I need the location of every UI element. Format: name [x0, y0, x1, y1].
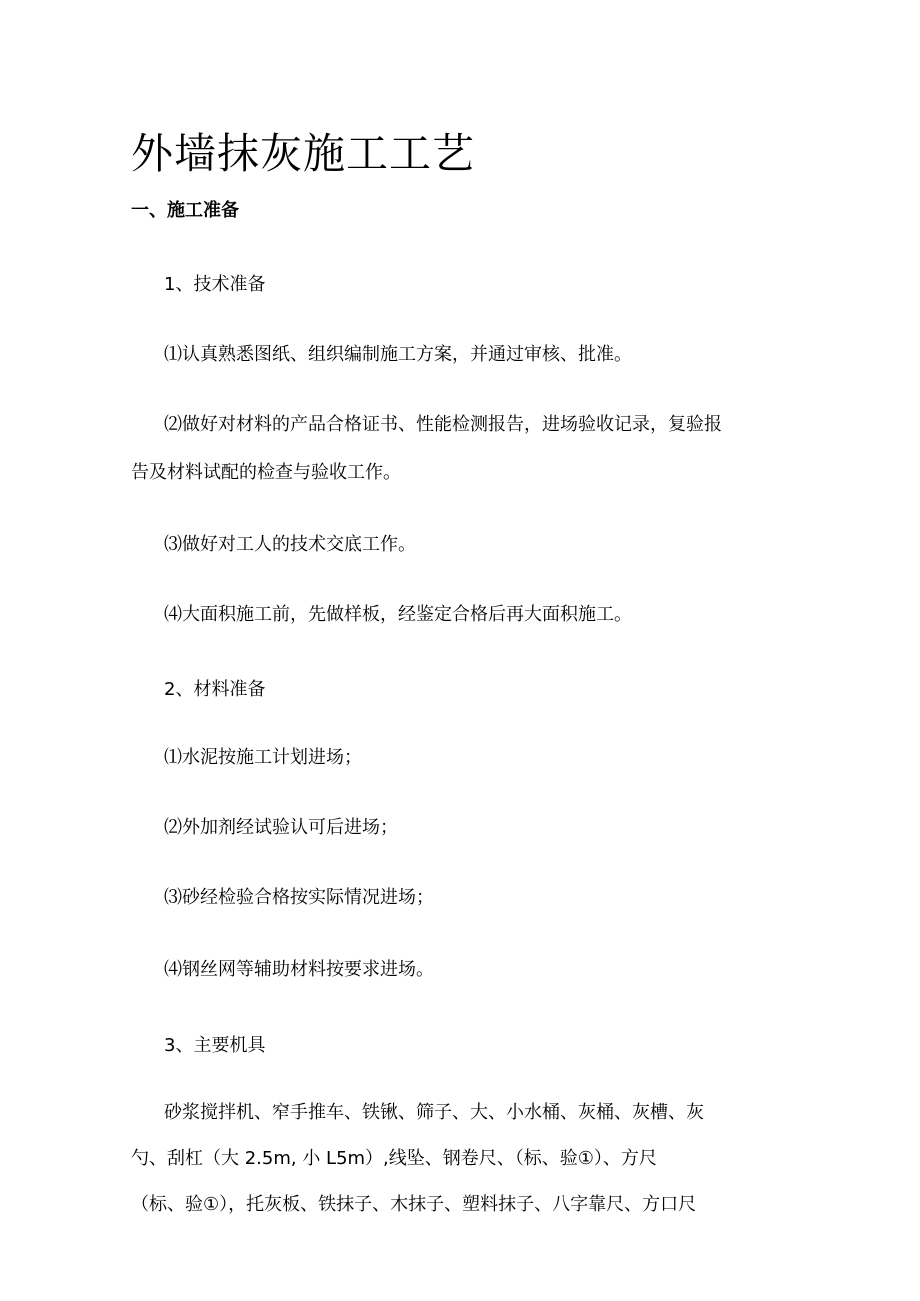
tech-prep-item-3: ⑶做好对工人的技术交底工作。	[164, 534, 416, 555]
document-title: 外墙抹灰施工工艺	[131, 129, 476, 178]
subsection-heading-material-prep: 2、材料准备	[164, 679, 266, 700]
tools-line-2: 勺、刮杠（大 2.5m, 小 L5m）,线坠、钢卷尺、（标、验①）、方尺	[131, 1148, 657, 1169]
subsection-heading-main-tools: 3、主要机具	[164, 1035, 266, 1056]
subsection-heading-tech-prep: 1、技术准备	[164, 274, 266, 295]
tech-prep-item-4: ⑷大面积施工前，先做样板，经鉴定合格后再大面积施工。	[164, 604, 632, 625]
tech-prep-item-2-line-2: 告及材料试配的检查与验收工作。	[131, 462, 401, 483]
tech-prep-item-2-line-1: ⑵做好对材料的产品合格证书、性能检测报告，进场验收记录，复验报	[164, 414, 722, 435]
material-prep-item-2: ⑵外加剂经试验认可后进场；	[164, 817, 398, 838]
tools-line-3: （标、验①），托灰板、铁抹子、木抹子、塑料抹子、八字靠尺、方口尺	[131, 1194, 697, 1215]
tech-prep-item-1: ⑴认真熟悉图纸、组织编制施工方案，并通过审核、批准。	[164, 344, 632, 365]
material-prep-item-4: ⑷钢丝网等辅助材料按要求进场。	[164, 959, 434, 980]
tools-line-1: 砂浆搅拌机、窄手推车、铁锹、筛子、大、小水桶、灰桶、灰槽、灰	[164, 1102, 704, 1123]
material-prep-item-3: ⑶砂经检验合格按实际情况进场；	[164, 887, 434, 908]
section-heading-construction-prep: 一、施工准备	[131, 200, 239, 221]
material-prep-item-1: ⑴水泥按施工计划进场；	[164, 747, 362, 768]
